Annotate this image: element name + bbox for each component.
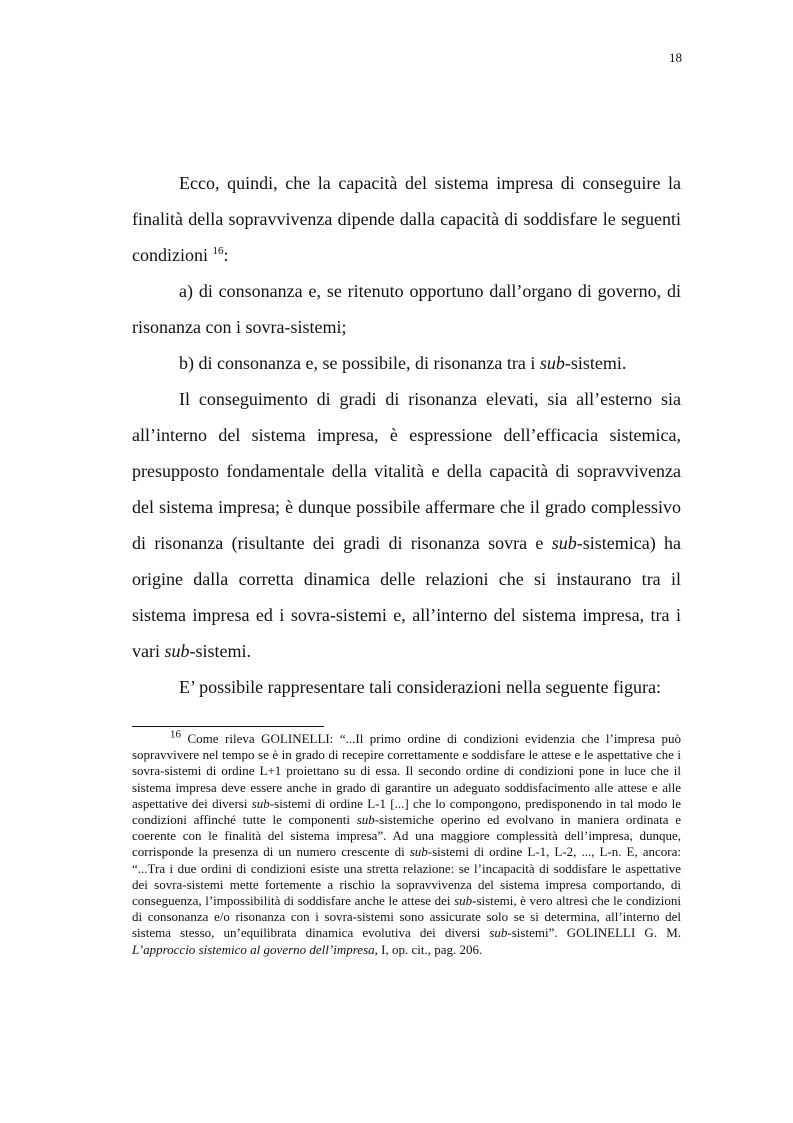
footnote [132,728,682,958]
italic-sub: sub [539,353,565,373]
italic-sub: sub [251,795,270,811]
footnote-text: -sistemi di ordine L-1, L-2, ..., L-n. E, ancora: “...Tra i due ordini di condizioni esiste una stretta relazione: se l’incapacità di soddisfare le aspettative dei sovra-sistemi mette fortemente a rischio la sopravvivenza del sistema impresa comportando, di conseguenza, l’impossibilità di soddisfare anche le attese dei [132,844,681,909]
paragraph-3-end: -sistemi. [564,353,627,373]
paragraph-4 [132,381,681,669]
footnote-text: , I, op. cit., pag. 206. [374,941,483,957]
italic-sub: sub [551,533,577,553]
footnote-text: -sistemi”. GOLINELLI G. M. [507,925,682,941]
italic-sub: sub [409,844,428,860]
footnote-text: Come rileva GOLINELLI: “...Il primo ordine di condizioni evidenzia che l’impresa può sopravvivere nel tempo se è in grado di recepire correttamente e soddisfare le attese e le aspettative che i sovra-sistemi di ordine L+1 proiettano su di essa. Il secondo ordine di condizioni pone in luce che il sistema impresa deve essere anche in grado di garantire un adeguato soddisfacimento alle attese e alle aspettative dei diversi [132,731,681,811]
book-title: L’approccio sistemico al governo dell’impresa [132,941,375,957]
paragraph-5: E’ possibile rappresentare tali considerazioni nella seguente figura: [179,677,661,697]
paragraph-1-end: : [223,245,229,265]
paragraph-3 [132,345,681,381]
body-text [132,165,681,705]
italic-sub: sub [356,812,375,828]
paragraph-4-part2: -sistemica) ha origine dalla corretta dinamica delle relazioni che si instaurano tra il sistema impresa ed i sovra-sistemi e, all’interno del sistema impresa, tra i vari [132,533,681,661]
footnote-separator [132,726,324,727]
paragraph-4-part3: -sistemi. [189,641,251,661]
italic-sub: sub [164,641,190,661]
footnote-number: 16 [170,728,181,741]
paragraph-1 [132,165,681,273]
page-number: 18 [669,50,682,65]
italic-sub: sub [454,893,473,909]
paragraph-4-part1: Il conseguimento di gradi di risonanza elevati, sia all’esterno sia all’interno del sistema impresa, è espressione dell’efficacia sistemica, presupposto fondamentale della vitalità e della capacità di sopravvivenza del sistema impresa; è dunque possibile affermare che il grado complessivo di risonanza (risultante dei gradi di risonanza sovra e [132,389,681,553]
italic-sub: sub [489,925,508,941]
footnote-text: -sistemi di ordine L-1 [...] che lo compongono, predisponendo in tal modo le condizioni affinché tutte le componenti [132,795,681,828]
paragraph-3-text: b) di consonanza e, se possibile, di risonanza tra i [179,353,540,373]
footnote-text: -sistemi, è vero altresì che le condizioni di consonanza e/o risonanza con i sovra-sistemi sono assicurate solo se si determina, all’interno del sistema stesso, un’equilibrata dinamica evolutiva dei diversi [132,893,681,941]
paragraph-1-text: Ecco, quindi, che la capacità del sistema impresa di conseguire la finalità della sopravvivenza dipende dalla capacità di soddisfare le seguenti condizioni [132,173,681,265]
footnote-text: -sistemiche operino ed evolvano in maniera ordinata e coerente con le finalità del sistema impresa”. Ad una maggiore complessità dell’impresa, dunque, corrisponde la presenza di un numero crescente di [132,812,681,860]
paragraph-2: a) di consonanza e, se ritenuto opportuno dall’organo di governo, di risonanza con i sovra-sistemi; [132,281,681,337]
footnote-reference: 16 [212,245,224,257]
